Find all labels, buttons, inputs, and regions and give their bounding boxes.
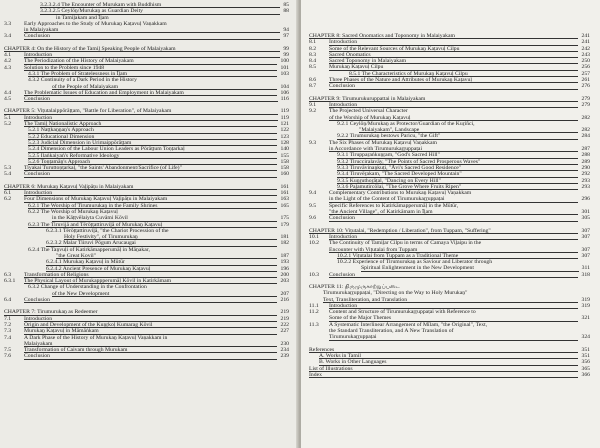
toc-entry-page: 196 [280, 265, 289, 272]
toc-entry-title: CHAPTER 9: Tirumurukuruppattai in Malaiyakam [309, 95, 426, 102]
toc-entry [309, 272, 590, 278]
toc-entry-title: Text, Transliteration, and Translation [323, 296, 408, 303]
toc-entry-number: 8.2 [309, 45, 317, 52]
toc-entry-title: Introduction [24, 315, 53, 322]
toc-entry-title: Introduction [329, 101, 358, 108]
toc-entry-page: 284 [581, 133, 590, 140]
toc-entry-title: Specific References to Katirkāmapperumāḷ in the Mūtūr, [329, 202, 459, 209]
toc-entry-page: 227 [280, 328, 289, 335]
toc-entry-number: 7.1 [4, 315, 12, 322]
toc-entry-page: 351 [581, 346, 590, 353]
toc-entry [309, 372, 590, 378]
toc-entry-page: 307 [581, 246, 590, 253]
toc-entry-number: 8.6 [309, 77, 317, 84]
toc-entry-title: 9.3.2 Tirucciralavāy, "The Points of Sacred Prosperous Waves" [337, 158, 481, 165]
toc-entry-number: 5.1 [4, 114, 12, 121]
toc-entry-title: Sacred Onomatics [329, 51, 371, 58]
toc-entry-title: Introduction [329, 233, 358, 240]
toc-entry-number: 11.1 [309, 302, 319, 309]
toc-entry-page: 216 [280, 297, 289, 304]
toc-entry-title: The Problematic Issues of Education and Employment in Malaiyakam [24, 89, 184, 96]
toc-entry [4, 353, 289, 359]
toc-entry-title: in Malaiyakam [24, 27, 59, 34]
toc-entry-number: 4.2 [4, 58, 12, 65]
toc-entry-title: Some of the Major Themes [329, 315, 392, 322]
toc-entry-number: 9.3 [309, 139, 317, 146]
toc-entry-title: The Tamiḻ Nationalistic Approach [24, 121, 102, 128]
toc-entry-title: 6.2.4.1 Murukaṉ Kaṭavuḷ in Mūtūr [46, 259, 125, 266]
toc-entry-title: in the Light of the Content of Tirumurukaṟṟuppaṭai [329, 196, 445, 203]
toc-entry-number: 10.3 [309, 271, 319, 278]
toc-entry-number: 6.4 [4, 297, 12, 304]
toc-entry-title: 6.2.3.2 Malar Tiiruvi Pōgum Arucaugai [46, 240, 136, 247]
toc-entry-title: 9.3.6 Paḻamutircōlai, "The Grove Where Fruits Ripen" [337, 183, 462, 190]
toc-entry-title: of the New Development [52, 290, 110, 297]
toc-entry-title: "the Ancient Village", of Katirkāmam in Īḻam [329, 209, 433, 216]
toc-entry-number: 8.7 [309, 83, 317, 90]
toc-entry-page: 128 [280, 139, 289, 146]
toc-entry-page: 250 [581, 58, 590, 65]
toc-entry-page: 296 [581, 196, 590, 203]
toc-entry-page: 279 [581, 95, 590, 102]
toc-entry-page: 158 [280, 165, 289, 172]
toc-entry-page: 307 [581, 252, 590, 259]
toc-entry-page: 181 [280, 234, 289, 241]
toc-entry-number: 7.3 [4, 328, 12, 335]
toc-entry-page: 219 [280, 309, 289, 316]
toc-entry-page: 288 [581, 152, 590, 159]
toc-entry-page: 116 [280, 96, 289, 103]
leader-rule [309, 377, 578, 378]
toc-entry-title: 5.2.6 Toṇṭamāṉ's Approach [28, 158, 91, 165]
toc-entry-page: 175 [280, 215, 289, 222]
toc-entry-page: 351 [581, 352, 590, 359]
toc-entry-title: 6.2.4 The Taṉvuḷi of Katirkāmapperumāḷ in Māṉakar, [28, 246, 150, 253]
toc-entry-page: 282 [581, 127, 590, 134]
toc-entry-title: 9.3.4 Tiruvēṟakam, "The Sacred Developed Mountain" [337, 171, 462, 178]
toc-entry-page: 200 [280, 271, 289, 278]
toc-entry-title: Three Phases of the Nature and Attributes of Murukaṉ Kaṭavuḷ [329, 77, 472, 84]
toc-entry-title: Murukaṉ Kaṭavuḷ in Māmāṅkam [24, 328, 99, 335]
toc-entry-page: 301 [581, 209, 590, 216]
toc-entry-number: 10.1 [309, 233, 319, 240]
toc-entry-title: Conclusion [329, 271, 355, 278]
toc-entry-title: Tirumurukaṟṟuppaṭai [329, 334, 377, 341]
toc-entry-page: 293 [581, 183, 590, 190]
toc-entry-title: Spiritual Enlightenment in the New Development [361, 265, 474, 272]
toc-entry-number: 11.2 [309, 309, 319, 316]
toc-entry-title: in the Kāṭṭvēlaiyta Cuvāmi Kōvil [52, 215, 128, 222]
toc-entry-number: 7.4 [4, 334, 12, 341]
toc-entry-page: 222 [280, 321, 289, 328]
toc-entry-page: 219 [280, 315, 289, 322]
toc-entry [309, 215, 590, 221]
leader-rule [24, 39, 280, 40]
toc-entry-title: CHAPTER 7: Tirumurukaṉ as Redeemer [4, 309, 98, 316]
toc-entry-page: 292 [581, 171, 590, 178]
toc-entry-title: 5.2.2 Educational Dimension [28, 133, 95, 140]
toc-entry-page: 101 [280, 64, 289, 71]
toc-entry-title: Conclusion [24, 96, 50, 103]
right-page [301, 0, 600, 448]
toc-entry-page: 287 [581, 146, 590, 153]
toc-entry-title: 5.2.5 Ilaṅkaiyaṅ's Reformative Ideology [28, 152, 120, 159]
toc-entry-page: 239 [280, 353, 289, 360]
toc-entry-number: 9.2 [309, 108, 317, 115]
toc-entry-number: 3.3 [4, 20, 12, 27]
toc-entry-page: 282 [581, 114, 590, 121]
toc-entry-title: "Malaiyakam", Landscape [359, 127, 420, 134]
toc-entry-title: 3.2.3.2.4 The Encounter of Murukam with Buddhism [40, 2, 162, 8]
toc-entry-page: 241 [581, 33, 590, 39]
toc-entry-number: 8.1 [309, 39, 317, 46]
toc-entry-title: 5.2.4 Dimension of the Labour Union Leaders as Pōrāṭṭum Toṇṭarkaḷ [28, 146, 185, 153]
toc-entry-number: 10.2 [309, 240, 319, 247]
toc-entry-page: 305 [581, 215, 590, 222]
toc-entry-title: Early Approaches to the Study of Murukaṉ Kaṭavuḷ Vaṇakkam [24, 20, 167, 27]
toc-entry-number: 11.3 [309, 321, 319, 328]
toc-entry-title: 4.3.1 The Problem of Stratelessness in Īḻam [28, 70, 128, 77]
leader-rule [24, 359, 277, 360]
toc-entry-page: 119 [280, 108, 289, 115]
toc-entry-title: Conclusion [329, 83, 355, 90]
toc-entry-number: 6.3 [4, 271, 12, 278]
toc-entry-title: Tiyakai Turuttoṇṭarkaḷ, "the Saints' Abandonment/Sacrifice (of Life)" [24, 165, 182, 172]
leader-rule [24, 302, 277, 303]
toc-entry-page: 324 [581, 334, 590, 341]
toc-right [309, 33, 590, 378]
toc-entry-page: 279 [581, 101, 590, 108]
toc-entry-title: Four Dimensions of Murukaṉ Kaṭavuḷ Vaḻipāṭu in Malaiyakam [24, 196, 168, 203]
toc-entry-page: 203 [280, 278, 289, 285]
toc-entry [4, 96, 289, 102]
toc-entry-page: 104 [280, 83, 289, 90]
toc-entry-title: CHAPTER 8: Sacred Onomatics and Toponomy in Malaiyakam [309, 33, 455, 39]
toc-entry-title: Murukaṉ Kaṭavuḷ Cilpu [329, 64, 384, 71]
toc-entry-title: CHAPTER 6: Murukaṉ Kaṭavuḷ Vaḻipāṭu in Malaiyakam [4, 183, 134, 190]
toc-entry-page: 261 [581, 77, 590, 84]
toc-entry-number: 7.5 [4, 347, 12, 354]
toc-entry-page: 182 [280, 240, 289, 247]
toc-entry-title: List of Illustrations [309, 365, 353, 372]
toc-entry-page: 193 [280, 259, 289, 266]
toc-entry-title: Transformation of Caivam through Murukam [24, 347, 128, 354]
toc-entry-title: The Periodization of the History of Malaiyakam [24, 58, 134, 65]
toc-entry-title: The Six Phases of Murukaṉ Kaṭavuḷ Vaṇakkam [329, 139, 437, 146]
toc-entry-page: 122 [280, 127, 289, 134]
toc-entry-title: Introduction [24, 190, 53, 197]
toc-entry-page: 230 [280, 340, 289, 347]
toc-entry-title: Holy Festivity", of Tirumurukaṉ [64, 234, 138, 241]
toc-entry-title: 6.2.3.1 Tērōṭṭattiruviḻā, "the Chariot Procession of the [46, 227, 169, 234]
toc-entry-title: Sacred Toponomy in Malaiyakam [329, 58, 407, 65]
toc-entry-title: of the Worship of Murukaṉ Kaṭavuḷ [329, 114, 411, 121]
toc-entry-page: 85 [283, 2, 289, 8]
toc-entry-title: Conclusion [24, 353, 50, 360]
toc-entry-title: Introduction [329, 302, 358, 309]
toc-entry-title: Some of the Relevant Sources of Murukaṉ Kaṭavuḷ Cilpu [329, 45, 460, 52]
toc-entry-title: Origin and Development of the Kuṉṟkoḷ Kumarag Kōvil [24, 321, 153, 328]
toc-entry-title: in Accordance with Tirumurukaṟṟuppaṭai [329, 146, 423, 153]
toc-entry-title: Conclusion [24, 297, 50, 304]
toc-entry-title: Introduction [24, 114, 53, 121]
toc-entry [4, 171, 289, 177]
toc-entry-number: 6.2 [4, 196, 12, 203]
toc-entry-page: 187 [280, 252, 289, 259]
toc-entry-title: 4.3.2 Continuity of a Dark Period in the History [28, 77, 137, 84]
toc-entry-page: 121 [280, 121, 289, 128]
toc-left [4, 2, 289, 360]
toc-entry-number: 4.1 [4, 52, 12, 59]
toc-entry-page: 290 [581, 164, 590, 171]
toc-entry-page: 241 [581, 39, 590, 46]
toc-entry-number: 8.4 [309, 58, 317, 65]
toc-entry-page: 356 [581, 359, 590, 366]
toc-entry-page: 100 [280, 58, 289, 65]
toc-entry-title: 9.2.1 Ceylōṉ/Murukaṉ as Protector/Guardian of the Kuṟiñci, [337, 120, 475, 127]
toc-entry-number: 5.4 [4, 171, 12, 178]
toc-entry-title: Encounter with Viṭutalai from Tuppam [329, 246, 418, 253]
toc-entry-page: 94 [283, 27, 289, 34]
toc-entry-title: 10.2.1 Viṭutalai from Tuppam as a Traditional Theme [337, 252, 459, 259]
toc-entry-title: 6.2.2 The Worship of Murukaṉ Kaṭavuḷ [28, 208, 118, 215]
toc-entry-title: 6.3.2 Change of Understanding in the Confrontation [28, 284, 147, 291]
toc-entry-title: CHAPTER 4: On the History of the Tamiḻ Speaking People of Malaiyakam [4, 45, 176, 52]
leader-rule [329, 89, 578, 90]
toc-entry-title: Content and Structure of Tirumurukaṟṟuppaṭai with Reference to [329, 309, 476, 316]
toc-entry-page: 103 [280, 70, 289, 77]
toc-entry-page: 311 [581, 265, 590, 272]
toc-entry-title: 9.3.1 Tiruppaṟaṅkuṉṟam, "God's Sacred Hill" [337, 152, 440, 159]
toc-entry-title: Transformation of Religions [24, 271, 89, 278]
toc-entry-title: B. Works in Other Languages [319, 359, 387, 366]
toc-entry-page: 161 [280, 183, 289, 190]
toc-entry-number: 4.5 [4, 96, 12, 103]
toc-entry-title: 5.2.1 Naṭṭkaṉṉaṉ's Approach [28, 127, 94, 134]
toc-entry-number: 9.4 [309, 190, 317, 197]
toc-entry-page: 276 [581, 83, 590, 90]
toc-entry-title: of the People of Malaiyakam [52, 83, 119, 90]
toc-entry-page: 123 [280, 133, 289, 140]
toc-entry-title: CHAPTER 10: Viṭutalai, "Redemption / Liberation", from Tuppam, "Suffering" [309, 227, 491, 234]
leader-rule [24, 101, 278, 102]
toc-entry-page: 99 [283, 45, 289, 52]
toc-entry-title: Tirumurukaṟṟuppaṭai, "Directing on the Way to Holy Murukaṉ" [323, 290, 468, 297]
toc-entry-page: 161 [280, 190, 289, 197]
toc-entry-number: 3.4 [4, 33, 12, 40]
toc-entry-page: 243 [581, 51, 590, 58]
toc-entry-page: 366 [581, 371, 590, 378]
toc-entry-title: 3.2.3.2.5 Ceylōṉ/Murukaṉ as Guardian Deity [40, 8, 143, 15]
toc-entry-title: A Dark Phase of the History of Murukaṉ Kaṭavuḷ Vaṇakkam in [24, 334, 168, 341]
toc-entry-page: 365 [581, 365, 590, 372]
toc-entry [4, 33, 289, 39]
toc-entry-title: 6.2.1 The Worship of Tirumurukaṉ in the Family Shrines [28, 202, 158, 209]
toc-entry-page: 319 [581, 302, 590, 309]
toc-entry-page: 307 [581, 227, 590, 234]
toc-entry-title: Conclusion [329, 215, 355, 222]
toc-entry-page: 179 [280, 221, 289, 228]
toc-entry-title: Solution to the Problem since 1948 [24, 64, 105, 71]
toc-entry-title: Index [309, 371, 322, 378]
toc-entry-title: 10.2.2 Experience of Tirumurukaṉ as Saviour and Liberator through [337, 259, 493, 266]
toc-entry-number: 4.3 [4, 64, 12, 71]
toc-entry-number: 6.1 [4, 190, 12, 197]
toc-entry-number: 7.2 [4, 321, 12, 328]
toc-entry-page: 155 [280, 152, 289, 159]
toc-entry-title: CHAPTER 5: Viṭutalaippōrāṭṭam, "Battle for Liberation", of Malaiyakam [4, 108, 172, 115]
toc-entry-page: 106 [280, 89, 289, 96]
toc-entry-number: 5.2 [4, 121, 12, 128]
toc-entry-title: The Projected Universal Character [329, 108, 408, 115]
toc-entry-title: 6.2.4.2 Ancient Presence of Murukaṉ Kaṭavuḷ [46, 265, 151, 272]
toc-entry [4, 297, 289, 303]
toc-entry-page: 293 [581, 177, 590, 184]
toc-entry-title: 8.5.1 The Characteristics of Murukaṉ Kaṭavuḷ Cilpu [349, 70, 468, 77]
toc-entry-page: 163 [280, 196, 289, 203]
toc-entry-title: The Physical Layout of Murukappperumāḷ Kōvil in Katirkāmam [24, 278, 172, 285]
toc-entry-number: 7.6 [4, 353, 12, 360]
leader-rule [24, 177, 277, 178]
toc-entry-page: 234 [280, 347, 289, 354]
toc-entry-title: "the Great Kovil" [56, 252, 97, 259]
toc-entry-number: 8.3 [309, 51, 317, 58]
toc-entry-title: 5.2.3 Judicial Dimension in Urimaippōrāṭṭam [28, 139, 132, 146]
toc-entry-page: 318 [581, 271, 590, 278]
toc-entry-page: 165 [280, 202, 289, 209]
toc-entry-title: Introduction [24, 52, 53, 59]
toc-entry-page: 289 [581, 158, 590, 165]
toc-entry-title: the Standard Transliteration, and A New Translation of [329, 328, 454, 335]
toc-entry-number: 9.6 [309, 215, 317, 222]
toc-entry-number: 9.5 [309, 202, 317, 209]
toc-entry-title: References [309, 346, 335, 353]
toc-entry-title: The Continuity of Tamiḻar Cilpu in terms of Camaya Viḻaipu in the [329, 240, 482, 247]
toc-entry-page: 307 [581, 233, 590, 240]
toc-entry-page: 207 [280, 290, 289, 297]
toc-entry-number: 9.1 [309, 101, 317, 108]
toc-entry [309, 83, 590, 89]
toc-entry-page: 256 [581, 64, 590, 71]
toc-entry-number: 5.3 [4, 165, 12, 172]
toc-entry-page: 119 [280, 114, 289, 121]
toc-entry-page: 319 [581, 296, 590, 303]
toc-entry-title: Malaiyakam [24, 340, 53, 347]
leader-rule [329, 277, 578, 278]
leader-rule [329, 340, 578, 341]
toc-entry-page: 158 [280, 158, 289, 165]
toc-entry-number: 8.5 [309, 64, 317, 71]
toc-entry-title: A Systematic Interlinear Arrangement of Mīlam, "the Original", Text, [329, 321, 488, 328]
toc-entry-page: 99 [283, 52, 289, 59]
toc-entry-page: 242 [581, 45, 590, 52]
toc-entry-title: 6.2.3 The Tiruvijā and Tērōṭṭattiruviḻā of Murukaṉ Kaṭavuḷ [28, 221, 163, 228]
toc-entry-title: 9.2.2 Tirumurukaṉ bestows Paricu, "the Gift" [337, 133, 441, 140]
toc-entry-page: 321 [581, 315, 590, 322]
toc-entry-title: in Tamiḻakam and Īḻam [56, 14, 109, 21]
toc-entry-title: 9.3.5 Kuṉṟuthoṟāṭal, "Dancing on Every Hill" [337, 177, 441, 184]
toc-entry-page: 97 [283, 33, 289, 40]
toc-entry-page: 160 [280, 171, 289, 178]
toc-entry-page: 257 [581, 70, 590, 77]
leader-rule [329, 221, 578, 222]
toc-entry-number: 6.3.1 [4, 278, 16, 285]
toc-entry-title: Conclusion [24, 171, 50, 178]
toc-entry-page: 140 [280, 146, 289, 153]
toc-entry-title: Introduction [329, 39, 358, 46]
toc-entry-title: 9.3.3 Tiruvāvinaṉkuṭi, "Āvi's Sacred Good Residence" [337, 164, 462, 171]
toc-entry-title: CHAPTER 11: திருமுருகாற்றுப்படை [309, 283, 400, 290]
toc-entry-title: Conclusion [24, 33, 50, 40]
toc-entry-number: 4.4 [4, 89, 12, 96]
toc-entry-title: A. Works in Tamil [319, 352, 361, 359]
left-page [0, 0, 299, 448]
toc-entry-page: 88 [283, 8, 289, 15]
toc-entry-title: Complementary Contributions to Murukaṉ Kaṭavuḷ Vaṇakkam [329, 190, 472, 197]
toc-entry [309, 334, 590, 340]
